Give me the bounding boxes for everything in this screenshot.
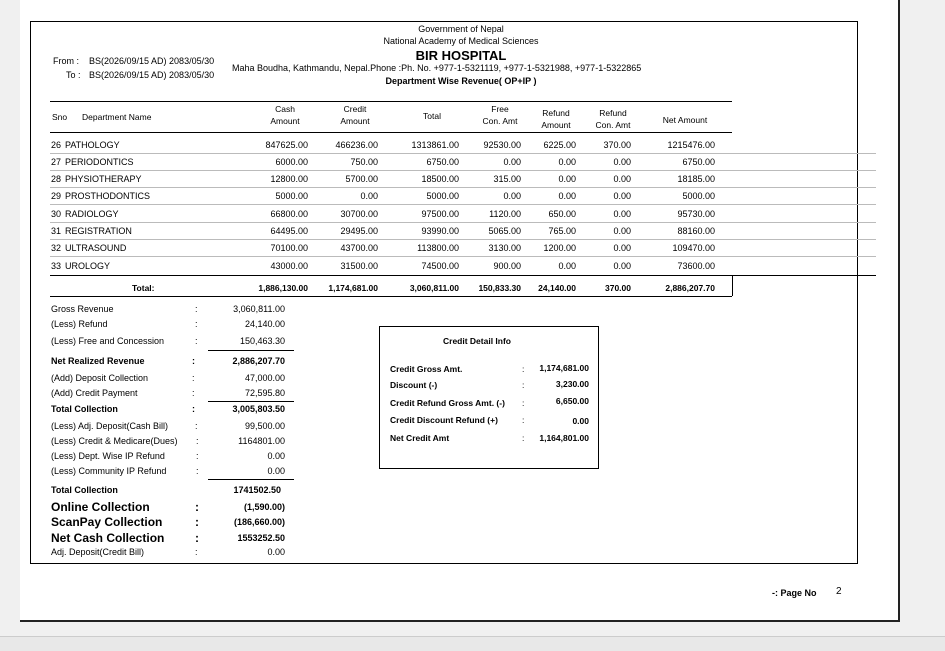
col-sno: Sno — [52, 112, 68, 122]
table-row — [30, 137, 715, 154]
totals-total: 3,060,811.00 — [409, 283, 459, 293]
col-refcon-1: Refund — [599, 108, 627, 118]
academy-title: National Academy of Medical Sciences — [383, 36, 539, 46]
cell-sno: 28 — [51, 174, 62, 184]
table-row — [30, 258, 715, 275]
header-bottom-rule — [50, 132, 732, 133]
cell-total: 97500.00 — [421, 209, 459, 219]
to-date: BS(2026/09/15 AD) 2083/05/30 — [89, 70, 215, 80]
totals-refcon: 370.00 — [605, 283, 631, 293]
cell-total: 6750.00 — [426, 157, 459, 167]
cell-credit: 750.00 — [350, 157, 378, 167]
cell-cash: 12800.00 — [270, 174, 308, 184]
report-title: Department Wise Revenue( OP+IP ) — [385, 76, 537, 86]
col-dept: Department Name — [82, 112, 152, 122]
cell-dept: PATHOLOGY — [65, 140, 120, 150]
cell-cash: 43000.00 — [270, 261, 308, 271]
page-no-label: -: Page No — [772, 588, 817, 598]
cell-total: 74500.00 — [421, 261, 459, 271]
credit-colon: : — [522, 415, 525, 425]
summary-value: 2,886,207.70 — [232, 356, 285, 366]
cell-dept: UROLOGY — [65, 261, 111, 271]
credit-label: Discount (-) — [390, 380, 438, 390]
summary-colon: : — [195, 421, 198, 431]
credit-label: Credit Discount Refund (+) — [390, 415, 498, 425]
cell-free: 1120.00 — [489, 209, 521, 219]
cell-cash: 847625.00 — [265, 140, 308, 150]
col-credit-2: Amount — [340, 116, 370, 126]
cell-credit: 0.00 — [360, 191, 378, 201]
col-free-2: Con. Amt — [482, 116, 518, 126]
summary-value: 1164801.00 — [238, 436, 285, 446]
totals-row — [30, 280, 715, 297]
credit-value: 1,174,681.00 — [539, 363, 589, 373]
cell-credit: 466236.00 — [335, 140, 378, 150]
cell-refund: 6225.00 — [543, 140, 576, 150]
cell-total: 113800.00 — [417, 243, 459, 253]
summary-colon: : — [195, 515, 199, 529]
totals-free: 150,833.30 — [478, 283, 521, 293]
cell-credit: 43700.00 — [340, 243, 378, 253]
summary-rule — [208, 350, 294, 351]
cell-total: 93990.00 — [421, 226, 459, 236]
credit-colon: : — [522, 364, 525, 374]
cell-net: 1215476.00 — [667, 140, 715, 150]
summary-label: (Add) Deposit Collection — [51, 373, 149, 383]
cell-refund: 650.00 — [548, 209, 576, 219]
cell-net: 95730.00 — [677, 209, 715, 219]
col-refund-1: Refund — [542, 108, 570, 118]
cell-free: 3130.00 — [488, 243, 521, 253]
totals-refund: 24,140.00 — [538, 283, 576, 293]
summary-value: 0.00 — [267, 466, 285, 476]
summary-label: Online Collection — [51, 500, 150, 514]
hospital-address: Maha Boudha, Kathmandu, Nepal.Phone :Ph. No. +977-1-5321119, +977-1-5321988, +977-1-5322865 — [232, 63, 642, 73]
gov-title: Government of Nepal — [418, 24, 504, 34]
summary-value: 1553252.50 — [237, 533, 285, 543]
summary-colon: : — [196, 466, 199, 476]
summary-value: 0.00 — [267, 547, 285, 557]
cell-free: 0.00 — [503, 191, 521, 201]
credit-value: 1,164,801.00 — [539, 433, 589, 443]
credit-value: 3,230.00 — [555, 379, 589, 389]
summary-value: 99,500.00 — [244, 421, 285, 431]
summary-colon: : — [192, 373, 195, 383]
cell-dept: PERIODONTICS — [65, 157, 134, 167]
cell-refund: 765.00 — [548, 226, 576, 236]
credit-value: 0.00 — [572, 416, 589, 426]
credit-label: Credit Refund Gross Amt. (-) — [390, 398, 505, 408]
cell-refcon: 0.00 — [613, 243, 631, 253]
summary-value: (186,660.00) — [233, 517, 285, 527]
cell-sno: 29 — [51, 191, 62, 201]
col-net: Net Amount — [662, 115, 708, 125]
cell-cash: 66800.00 — [270, 209, 308, 219]
cell-free: 315.00 — [493, 174, 521, 184]
table-row — [30, 240, 715, 257]
summary-value: 150,463.30 — [239, 336, 285, 346]
summary-label: ScanPay Collection — [51, 515, 163, 529]
summary-value: 47,000.00 — [244, 373, 285, 383]
table-row — [30, 188, 715, 205]
totals-cash: 1,886,130.00 — [258, 283, 308, 293]
summary-colon: : — [195, 531, 199, 545]
cell-sno: 27 — [51, 157, 62, 167]
cell-total: 1313861.00 — [411, 140, 459, 150]
summary-colon: : — [192, 404, 195, 414]
header-top-rule — [50, 101, 732, 102]
col-free-1: Free — [491, 104, 509, 114]
cell-refund: 0.00 — [558, 157, 576, 167]
col-cash-2: Amount — [270, 116, 300, 126]
summary-rule — [208, 401, 294, 402]
cell-net: 88160.00 — [677, 226, 715, 236]
cell-cash: 70100.00 — [270, 243, 308, 253]
cell-dept: ULTRASOUND — [65, 243, 127, 253]
cell-net: 18185.00 — [677, 174, 715, 184]
summary-colon: : — [195, 547, 198, 557]
summary-colon: : — [196, 436, 199, 446]
row-divider — [50, 204, 876, 205]
summary-colon: : — [195, 319, 198, 329]
cell-sno: 32 — [51, 243, 62, 253]
col-total: Total — [423, 111, 441, 121]
totals-credit: 1,174,681.00 — [328, 283, 378, 293]
from-label: From : — [53, 56, 79, 66]
summary-label: Net Realized Revenue — [51, 356, 145, 366]
credit-colon: : — [522, 380, 525, 390]
summary-label: (Less) Refund — [51, 319, 108, 329]
cell-total: 5000.00 — [426, 191, 459, 201]
cell-cash: 5000.00 — [275, 191, 308, 201]
totals-bottom-rule — [50, 296, 732, 297]
cell-refcon: 0.00 — [613, 191, 631, 201]
summary-label: Gross Revenue — [51, 304, 114, 314]
cell-net: 5000.00 — [682, 191, 715, 201]
cell-dept: RADIOLOGY — [65, 209, 119, 219]
summary-label: Total Collection — [51, 404, 118, 414]
window-status-bar — [0, 636, 945, 651]
cell-credit: 5700.00 — [345, 174, 378, 184]
credit-label: Net Credit Amt — [390, 433, 450, 443]
summary-value: 3,005,803.50 — [232, 404, 285, 414]
cell-sno: 31 — [51, 226, 62, 236]
summary-label: (Less) Community IP Refund — [51, 466, 167, 476]
cell-sno: 30 — [51, 209, 62, 219]
summary-colon: : — [195, 500, 199, 514]
cell-refcon: 370.00 — [603, 140, 631, 150]
cell-cash: 6000.00 — [275, 157, 308, 167]
page-number: 2 — [836, 586, 842, 597]
cell-free: 900.00 — [493, 261, 521, 271]
cell-refcon: 0.00 — [613, 174, 631, 184]
summary-label: (Less) Adj. Deposit(Cash Bill) — [51, 421, 169, 431]
credit-detail-title: Credit Detail Info — [443, 336, 512, 346]
from-date: BS(2026/09/15 AD) 2083/05/30 — [89, 56, 215, 66]
table-row — [30, 206, 715, 223]
summary-value: 0.00 — [267, 451, 285, 461]
summary-colon: : — [196, 451, 199, 461]
summary-label: Net Cash Collection — [51, 531, 165, 545]
summary-value: 1741502.50 — [233, 485, 281, 495]
cell-credit: 31500.00 — [340, 261, 378, 271]
summary-label: (Less) Credit & Medicare(Dues) — [51, 436, 178, 446]
cell-refund: 1200.00 — [543, 243, 576, 253]
totals-label: Total: — [132, 283, 155, 293]
row-divider — [50, 256, 876, 257]
cell-net: 109470.00 — [672, 243, 715, 253]
cell-total: 18500.00 — [421, 174, 459, 184]
cell-dept: REGISTRATION — [65, 226, 132, 236]
cell-credit: 29495.00 — [340, 226, 378, 236]
totals-top-rule — [50, 275, 876, 276]
hospital-title: BIR HOSPITAL — [415, 48, 507, 63]
totals-net: 2,886,207.70 — [665, 283, 715, 293]
col-credit-1: Credit — [343, 104, 367, 114]
credit-colon: : — [522, 398, 525, 408]
summary-value: 3,060,811.00 — [233, 304, 285, 314]
summary-label: (Add) Credit Payment — [51, 388, 138, 398]
cell-dept: PROSTHODONTICS — [65, 191, 151, 201]
summary-colon: : — [192, 356, 195, 366]
totals-right-rule — [732, 275, 733, 296]
cell-dept: PHYSIOTHERAPY — [65, 174, 142, 184]
cell-credit: 30700.00 — [340, 209, 378, 219]
summary-label: (Less) Free and Concession — [51, 336, 165, 346]
table-row — [30, 223, 715, 240]
cell-free: 92530.00 — [483, 140, 521, 150]
cell-cash: 64495.00 — [270, 226, 308, 236]
to-label: To : — [66, 70, 81, 80]
cell-free: 5065.00 — [488, 226, 521, 236]
table-row — [30, 154, 715, 171]
cell-refcon: 0.00 — [613, 157, 631, 167]
cell-net: 73600.00 — [677, 261, 715, 271]
summary-value: 24,140.00 — [244, 319, 285, 329]
cell-refcon: 0.00 — [613, 209, 631, 219]
table-row — [30, 171, 715, 188]
cell-sno: 26 — [51, 140, 62, 150]
summary-value: 72,595.80 — [244, 388, 285, 398]
col-refund-2: Amount — [541, 120, 571, 130]
summary-value: (1,590.00) — [243, 502, 285, 512]
col-cash-1: Cash — [275, 104, 295, 114]
summary-label: Total Collection — [51, 485, 118, 495]
cell-refund: 0.00 — [558, 191, 576, 201]
credit-value: 6,650.00 — [555, 396, 589, 406]
cell-refund: 0.00 — [558, 174, 576, 184]
cell-refcon: 0.00 — [613, 226, 631, 236]
cell-free: 0.00 — [503, 157, 521, 167]
cell-sno: 33 — [51, 261, 62, 271]
summary-colon: : — [195, 336, 198, 346]
summary-rule — [208, 479, 294, 480]
cell-refund: 0.00 — [558, 261, 576, 271]
credit-label: Credit Gross Amt. — [390, 364, 463, 374]
credit-colon: : — [522, 433, 525, 443]
cell-refcon: 0.00 — [613, 261, 631, 271]
col-refcon-2: Con. Amt — [595, 120, 631, 130]
summary-colon: : — [192, 388, 195, 398]
cell-net: 6750.00 — [682, 157, 715, 167]
summary-colon: : — [195, 304, 198, 314]
summary-label: (Less) Dept. Wise IP Refund — [51, 451, 165, 461]
summary-label: Adj. Deposit(Credit Bill) — [51, 547, 145, 557]
